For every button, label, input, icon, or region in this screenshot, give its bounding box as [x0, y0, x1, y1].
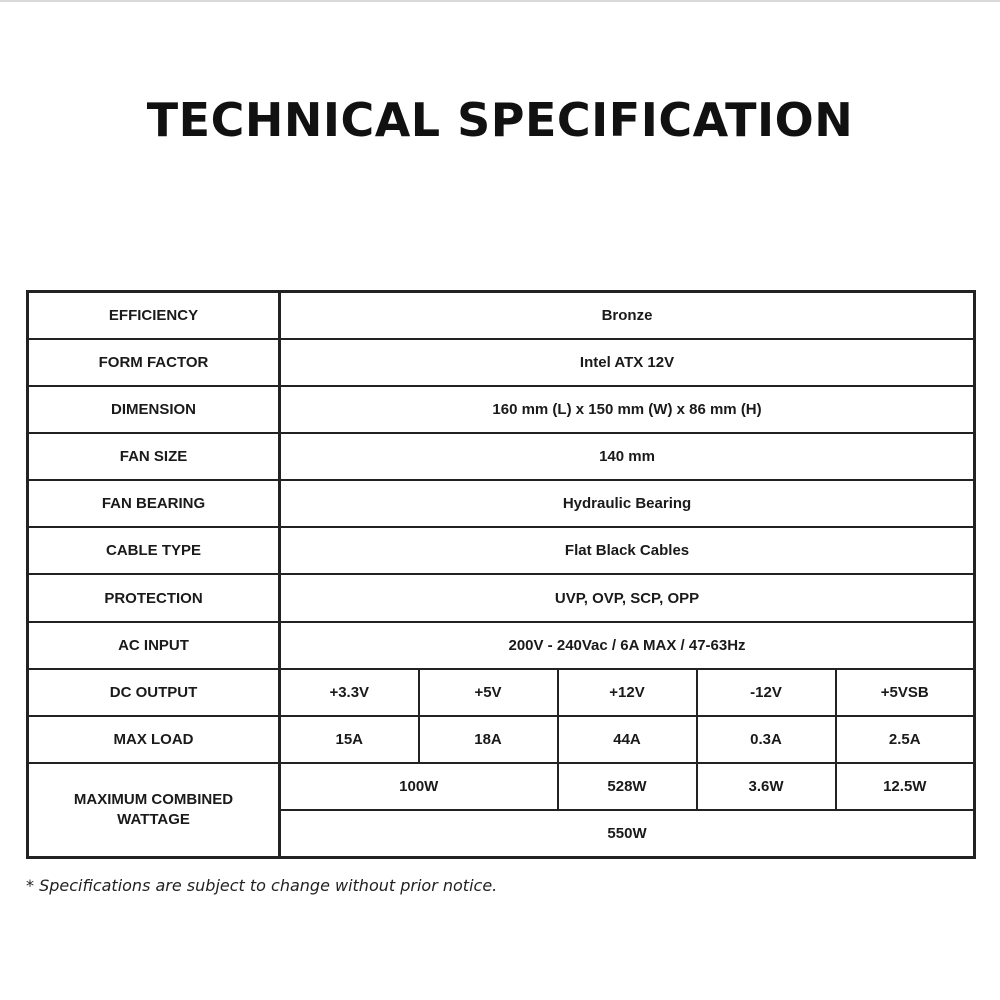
table-row [28, 527, 975, 574]
total-wattage: 550W [280, 810, 975, 858]
load-5vsb: 2.5A [836, 716, 975, 763]
spec-value: Intel ATX 12V [280, 339, 975, 386]
spec-value: Flat Black Cables [280, 527, 975, 574]
combined-5vsb: 12.5W [836, 763, 975, 810]
spec-value: 160 mm (L) x 150 mm (W) x 86 mm (H) [280, 386, 975, 433]
combined-wattage-label [28, 763, 280, 858]
combined-wattage-row [28, 763, 975, 810]
combined-neg12v: 3.6W [697, 763, 836, 810]
table-row [28, 339, 975, 386]
spec-label: FAN BEARING [28, 480, 280, 527]
spec-value: Bronze [280, 292, 975, 340]
spec-value: Hydraulic Bearing [280, 480, 975, 527]
max-load-row [28, 716, 975, 763]
rail-neg12v: -12V [697, 669, 836, 716]
spec-label: AC INPUT [28, 622, 280, 669]
spec-table [26, 290, 976, 859]
rail-5vsb: +5VSB [836, 669, 975, 716]
spec-value: UVP, OVP, SCP, OPP [280, 574, 975, 621]
rail-5v: +5V [419, 669, 558, 716]
load-12v: 44A [558, 716, 697, 763]
table-row [28, 292, 975, 340]
load-neg12v: 0.3A [697, 716, 836, 763]
table-row [28, 433, 975, 480]
page-title: TECHNICAL SPECIFICATION [146, 93, 854, 147]
spec-label: FORM FACTOR [28, 339, 280, 386]
table-row [28, 480, 975, 527]
combined-label-line1: MAXIMUM COMBINED [73, 790, 234, 808]
spec-label: PROTECTION [28, 574, 280, 621]
combined-label-line2: WATTAGE [117, 810, 190, 828]
spec-label: DIMENSION [28, 386, 280, 433]
rail-12v: +12V [558, 669, 697, 716]
table-row [28, 386, 975, 433]
table-row [28, 574, 975, 621]
footnote: * Specifications are subject to change without prior notice. [26, 876, 498, 895]
top-divider [0, 0, 1000, 2]
spec-value: 200V - 240Vac / 6A MAX / 47-63Hz [280, 622, 975, 669]
load-5v: 18A [419, 716, 558, 763]
spec-label: CABLE TYPE [28, 527, 280, 574]
combined-12v: 528W [558, 763, 697, 810]
max-load-label: MAX LOAD [28, 716, 280, 763]
load-3v3: 15A [280, 716, 419, 763]
rail-3v3: +3.3V [280, 669, 419, 716]
dc-output-label: DC OUTPUT [28, 669, 280, 716]
combined-low-rails: 100W [280, 763, 558, 810]
spec-label: FAN SIZE [28, 433, 280, 480]
table-row [28, 622, 975, 669]
spec-value: 140 mm [280, 433, 975, 480]
dc-output-row [28, 669, 975, 716]
spec-label: EFFICIENCY [28, 292, 280, 340]
